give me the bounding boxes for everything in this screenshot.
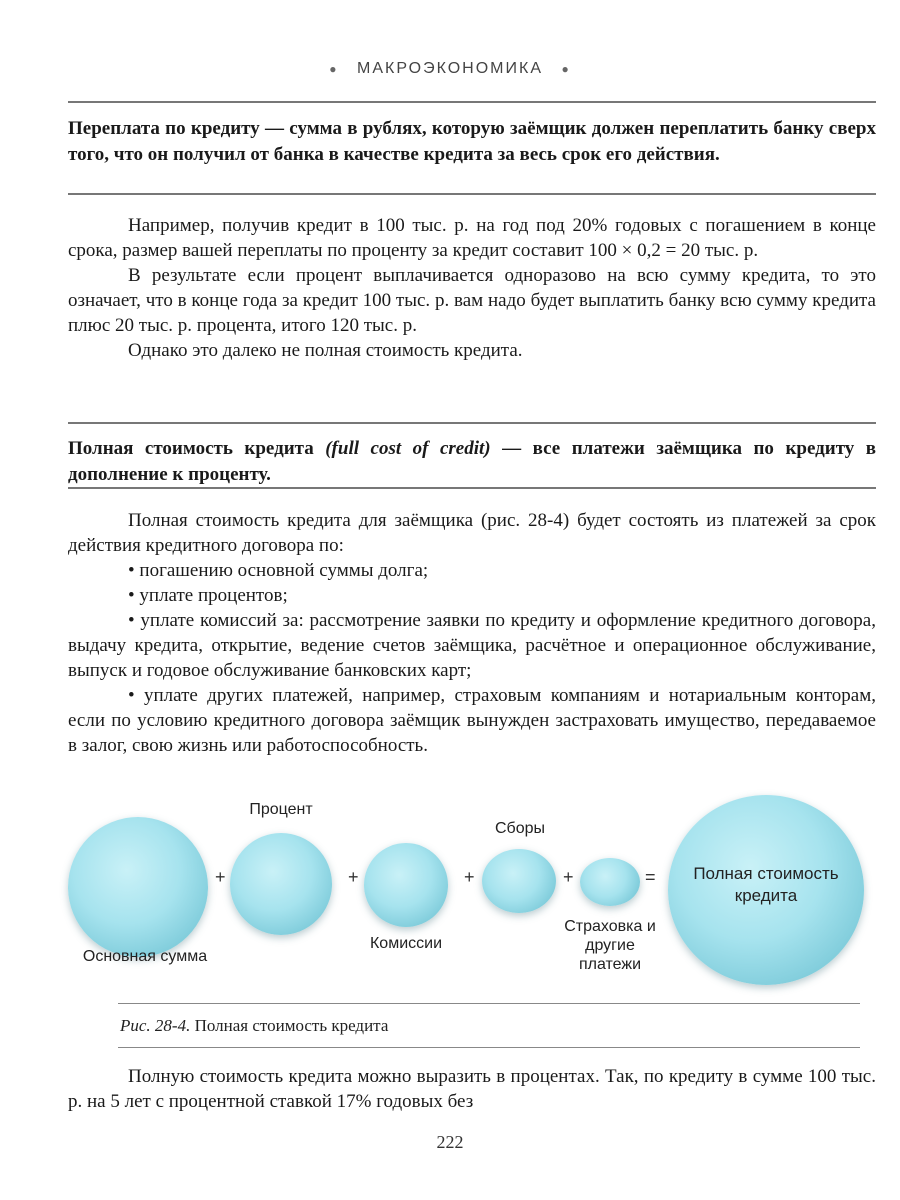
list-item: • уплате процентов;: [128, 585, 288, 606]
plus-sign: +: [563, 867, 574, 887]
paragraph: Полную стоимость кредита можно выразить в процентах. Так, по кредиту в сумме 100 тыс. р. на 5 лет с процентной ставкой 17% годовых без: [68, 1066, 876, 1112]
plus-sign: +: [215, 867, 226, 887]
definition-english: (full cost of credit): [325, 438, 491, 459]
header-dot-icon: ●: [561, 62, 571, 76]
paragraph: В результате если процент выплачивается одноразово на всю сумму кредита, то это означает, что в конце года за кредит 100 тыс. р. вам надо будет выплатить банку всю сумму кредита плюс 20 тыс. р. процента, итого 120 тыс. р.: [68, 265, 876, 336]
list-item: • уплате других платежей, например, страховым компаниям и нотариальным конторам, если по условию кредитного договора заёмщик вынужден застраховать имущество, передаваемое в залог, свою жизнь или работоспособность.: [68, 685, 876, 756]
circle-commissions: [364, 843, 448, 927]
plus-sign: +: [464, 867, 475, 887]
paragraph: Полная стоимость кредита для заёмщика (рис. 28-4) будет состоять из платежей за срок действия кредитного договора по:: [68, 510, 876, 556]
definition-full-cost: [68, 436, 876, 488]
figure-full-cost-diagram: [60, 795, 880, 985]
paragraph-block-1: [68, 213, 876, 363]
running-header: [0, 60, 900, 78]
paragraph-block-3: [68, 1064, 876, 1114]
definition-rest: — все платежи заёмщика по кредиту в дополнение к проценту.: [68, 438, 877, 485]
divider: [118, 1003, 860, 1004]
definition-overpayment: Переплата по кредиту — сумма в рублях, которую заёмщик должен переплатить банку сверх того, что он получил от банка в качестве кредита за весь срок его действия.: [68, 118, 876, 165]
divider: [68, 422, 876, 424]
header-dot-icon: ●: [329, 62, 339, 76]
paragraph: Например, получив кредит в 100 тыс. р. на год под 20% годовых с погашением в конце срока, размер вашей переплаты по проценту за кредит составит 100 × 0,2 = 20 тыс. р.: [68, 215, 876, 261]
plus-sign: +: [348, 867, 359, 887]
circle-principal: [68, 817, 208, 957]
caption-text: Полная стоимость кредита: [194, 1016, 389, 1035]
paragraph-block-2: [68, 508, 876, 758]
definition-term: Полная стоимость кредита: [68, 438, 314, 459]
label-fees: Сборы: [494, 820, 545, 837]
label-principal: Основная сумма: [82, 948, 208, 965]
page-number: 222: [436, 1132, 464, 1152]
equals-sign: =: [645, 867, 656, 887]
divider: [68, 487, 876, 489]
caption-number: Рис. 28-4.: [120, 1016, 191, 1035]
circle-interest: [230, 833, 332, 935]
circle-insurance: [580, 858, 640, 906]
list-item: • уплате комиссий за: рассмотрение заявки по кредиту и оформление кредитного договора, выдачу кредита, открытие, ведение счетов заёмщика, расчётное и операционное обслуживание, выпуск и годовое обслуживание банковских карт;: [68, 610, 876, 681]
label-total: Полная стоимость кредита: [693, 864, 839, 905]
label-insurance: Страховка и другие платежи: [564, 918, 656, 973]
circle-fees: [482, 849, 556, 913]
header-title: МАКРОЭКОНОМИКА: [357, 60, 543, 77]
paragraph: Однако это далеко не полная стоимость кредита.: [128, 340, 523, 361]
figure-caption: [120, 1016, 388, 1036]
label-commissions: Комиссии: [369, 935, 443, 952]
divider: [118, 1047, 860, 1048]
divider: [68, 193, 876, 195]
divider: [68, 101, 876, 103]
label-interest: Процент: [249, 801, 313, 818]
list-item: • погашению основной суммы долга;: [128, 560, 429, 581]
